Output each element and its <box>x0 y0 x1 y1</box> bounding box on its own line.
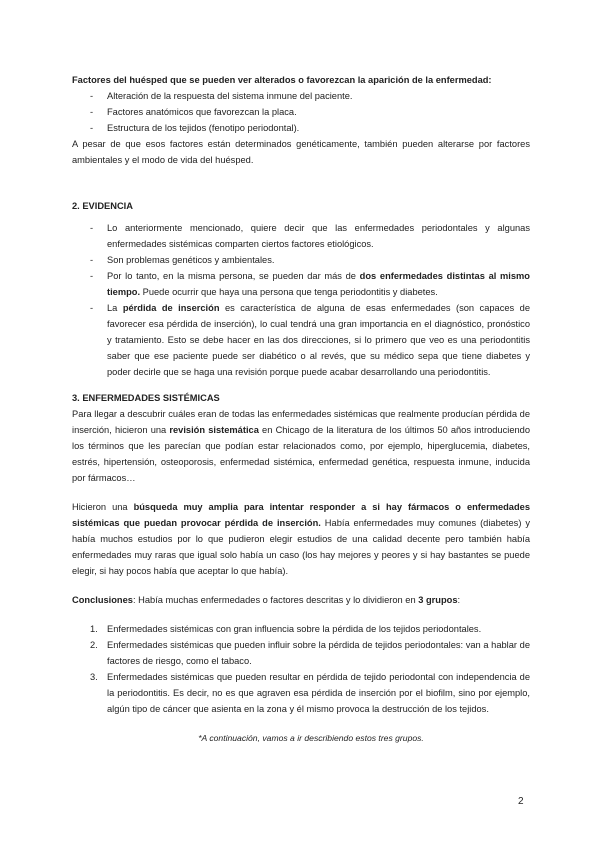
list-item: - Factores anatómicos que favorezcan la placa. <box>72 104 530 120</box>
dash-marker: - <box>90 107 94 117</box>
page-number: 2 <box>518 796 524 807</box>
dash-marker: - <box>90 303 94 313</box>
list-item: - La pérdida de inserción es característica de alguna de esas enfermedades (son capaces de favorecer esa pérdida de inserción), lo cual tendrá una gran importancia en el diagnóstico, pronóstico y tratamiento. Esto se debe hacer en las dos direcciones, si lo primero que veo es una periodontitis saber que ese paciente puede ser diabético o al revés, que su médico sepa que tiene diabetes y poder decirle que se haga una revisión porque puede acabar desarrollando una periodontitis. <box>72 300 530 380</box>
evidencia-heading: 2. EVIDENCIA <box>72 201 133 211</box>
groups-list <box>72 621 530 717</box>
sistemicas-paragraph-1: Para llegar a descubrir cuáles eran de todas las enfermedades sistémicas que realmente producían pérdida de inserción, hicieron una revisión sistemática en Chicago de la literatura de los últimos 50 años introduciendo los términos que les parecían que podían estar relacionados como, por ejemplo, hiperglucemia, diabetes, estrés, hipertensión, osteoporosis, enfermedad sistémica, enfermedad genética, respuesta inmune, inducida por fármacos… <box>72 409 531 483</box>
list-item: - Lo anteriormente mencionado, quiere decir que las enfermedades periodontales y algunas enfermedades sistémicas comparten ciertos factores etiológicos. <box>72 220 530 252</box>
sistemicas-heading: 3. ENFERMEDADES SISTÉMICAS <box>72 393 220 403</box>
dash-marker: - <box>90 223 94 233</box>
factores-heading: Factores del huésped que se pueden ver alterados o favorezcan la aparición de la enfermedad: <box>72 75 492 85</box>
evidencia-list <box>72 220 530 380</box>
dash-marker: - <box>90 255 94 265</box>
list-item: 2. Enfermedades sistémicas que pueden influir sobre la pérdida de tejidos periodontales: van a hablar de factores de riesgo, como el tabaco. <box>72 637 530 669</box>
list-item: - Por lo tanto, en la misma persona, se pueden dar más de dos enfermedades distintas al mismo tiempo. Puede ocurrir que haya una persona que tenga periodontitis y diabetes. <box>72 268 530 300</box>
number-marker: 3. <box>90 672 98 682</box>
sistemicas-paragraph-2: Hicieron una búsqueda muy amplia para intentar responder a si hay fármacos o enfermedades sistémicas que puedan provocar pérdida de inserción. Había enfermedades muy comunes (diabetes) y había muchos estudios por lo que pudieron elegir estudios de una calidad decente pero también había enfermedades muy raras que igual solo había un caso (los hay mejores y peores y si hay bastantes se puede elegir, si hay pocos había que aceptar lo que había). <box>72 502 530 576</box>
page-content <box>72 72 530 746</box>
conclusiones-paragraph: Conclusiones: Había muchas enfermedades o factores descritas y lo dividieron en 3 grupos: <box>72 595 461 605</box>
dash-marker: - <box>90 271 94 281</box>
dash-marker: - <box>90 91 94 101</box>
list-item: 1. Enfermedades sistémicas con gran influencia sobre la pérdida de los tejidos periodontales. <box>72 621 530 637</box>
dash-marker: - <box>90 123 94 133</box>
list-item: 3. Enfermedades sistémicas que pueden resultar en pérdida de tejido periodontal con independencia de la periodontitis. Es decir, no es que agraven esa pérdida de inserción por el biofilm, sino por ejemplo, algún tipo de cáncer que asienta en la zona y él mismo provoca la destrucción de los tejidos. <box>72 669 530 717</box>
number-marker: 2. <box>90 640 98 650</box>
list-item: - Alteración de la respuesta del sistema inmune del paciente. <box>72 88 530 104</box>
list-item: - Estructura de los tejidos (fenotipo periodontal). <box>72 120 530 136</box>
factores-paragraph: A pesar de que esos factores están determinados genéticamente, también pueden alterarse por factores ambientales y el modo de vida del huésped. <box>72 139 530 165</box>
list-item: - Son problemas genéticos y ambientales. <box>72 252 530 268</box>
factores-list <box>72 88 530 136</box>
number-marker: 1. <box>90 624 98 634</box>
footnote-note: *A continuación, vamos a ir describiendo estos tres grupos. <box>198 733 424 743</box>
